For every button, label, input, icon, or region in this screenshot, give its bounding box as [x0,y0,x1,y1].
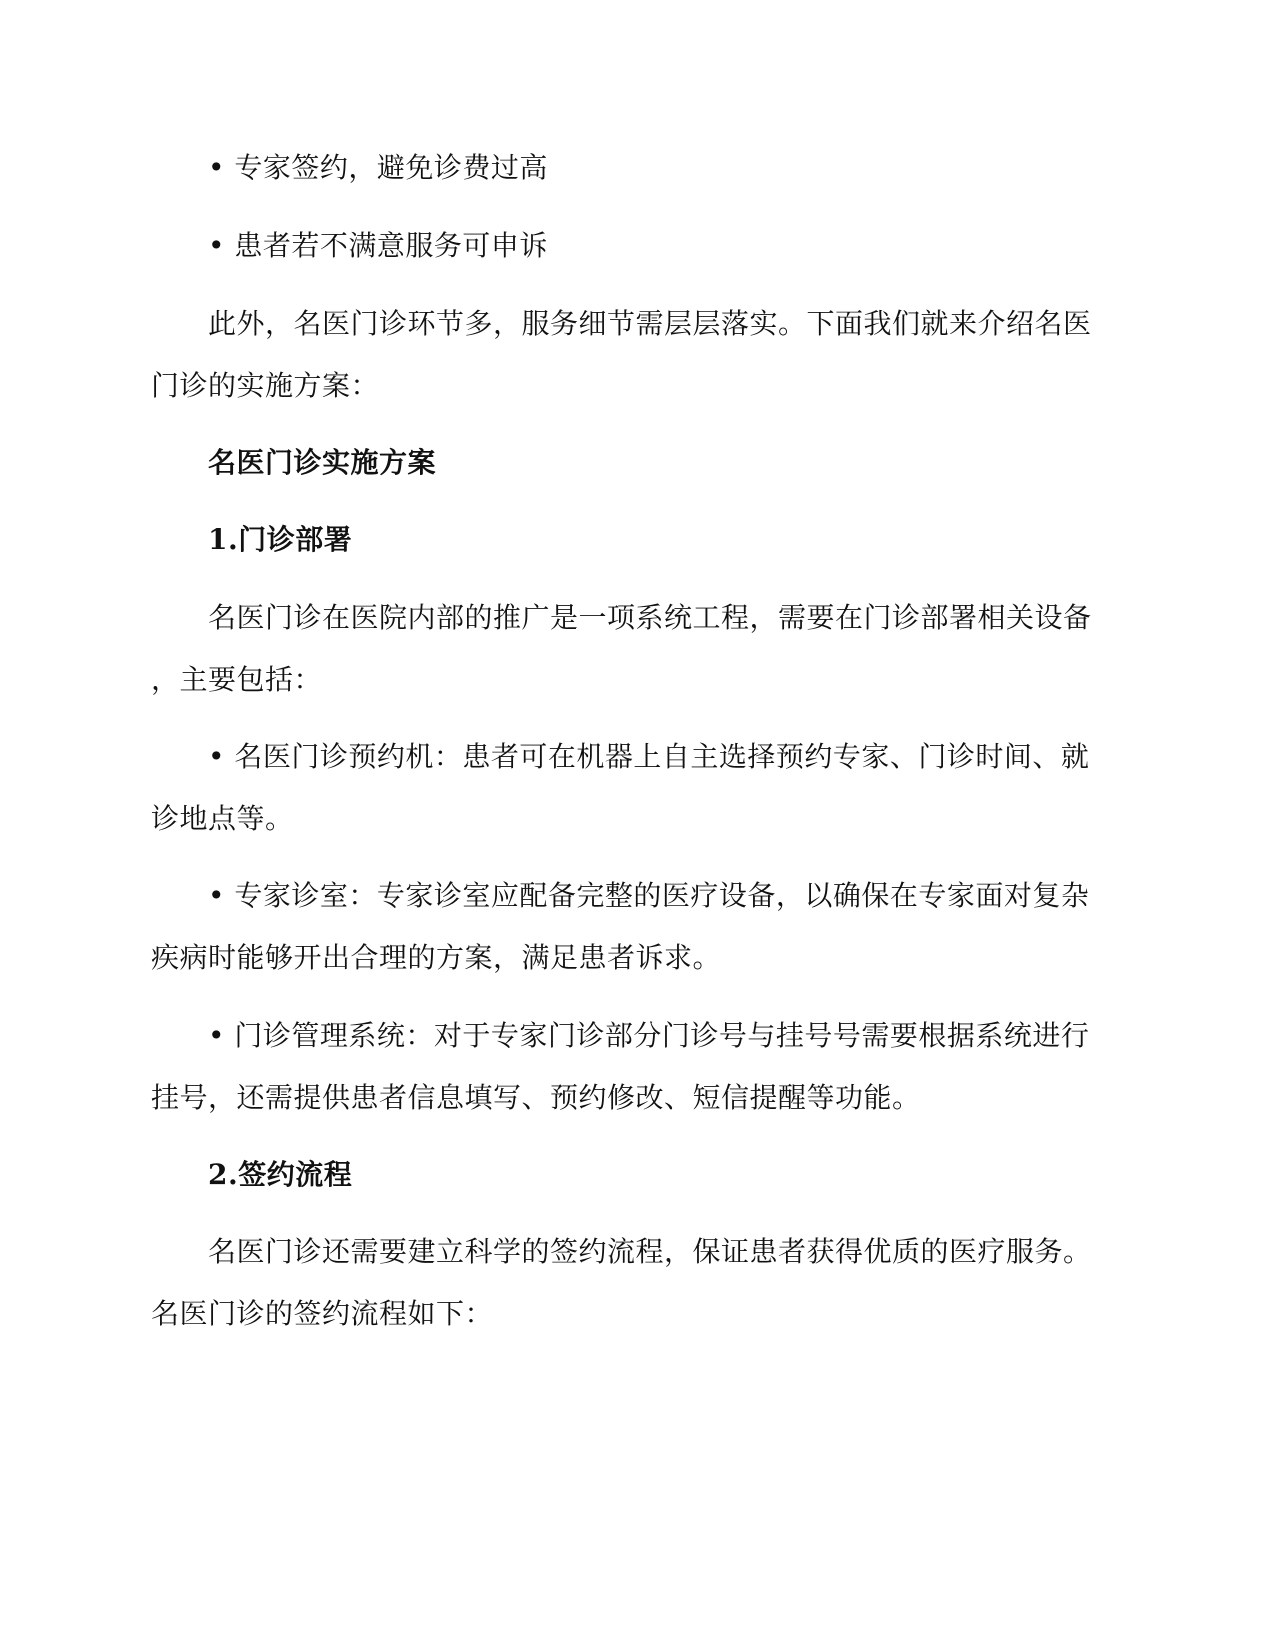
section-title: 名医门诊实施方案 [208,446,437,479]
bullet-item: • 患者若不满意服务可申诉 [208,229,548,262]
subsection-title: 1.门诊部署 [208,523,353,556]
paragraph-line: 挂号，还需提供患者信息填写、预约修改、短信提醒等功能。 [151,1081,921,1114]
paragraph-line: ，主要包括： [151,663,323,696]
paragraph-line: 疾病时能够开出合理的方案，满足患者诉求。 [151,941,722,974]
paragraph-line: 名医门诊在医院内部的推广是一项系统工程，需要在门诊部署相关设备 [208,601,1092,634]
bullet-item: • 名医门诊预约机：患者可在机器上自主选择预约专家、门诊时间、就 [208,740,1090,773]
paragraph-line: 诊地点等。 [151,802,294,835]
bullet-item: • 门诊管理系统：对于专家门诊部分门诊号与挂号号需要根据系统进行 [208,1019,1090,1052]
paragraph-line: 名医门诊的签约流程如下： [151,1297,494,1330]
subsection-title: 2.签约流程 [208,1158,353,1191]
paragraph-line: 名医门诊还需要建立科学的签约流程，保证患者获得优质的医疗服务。 [208,1235,1092,1268]
bullet-item: • 专家签约，避免诊费过高 [208,151,548,184]
bullet-item: • 专家诊室：专家诊室应配备完整的医疗设备，以确保在专家面对复杂 [208,879,1090,912]
paragraph-line: 此外，名医门诊环节多，服务细节需层层落实。下面我们就来介绍名医 [208,307,1092,340]
paragraph-line: 门诊的实施方案： [151,369,380,402]
